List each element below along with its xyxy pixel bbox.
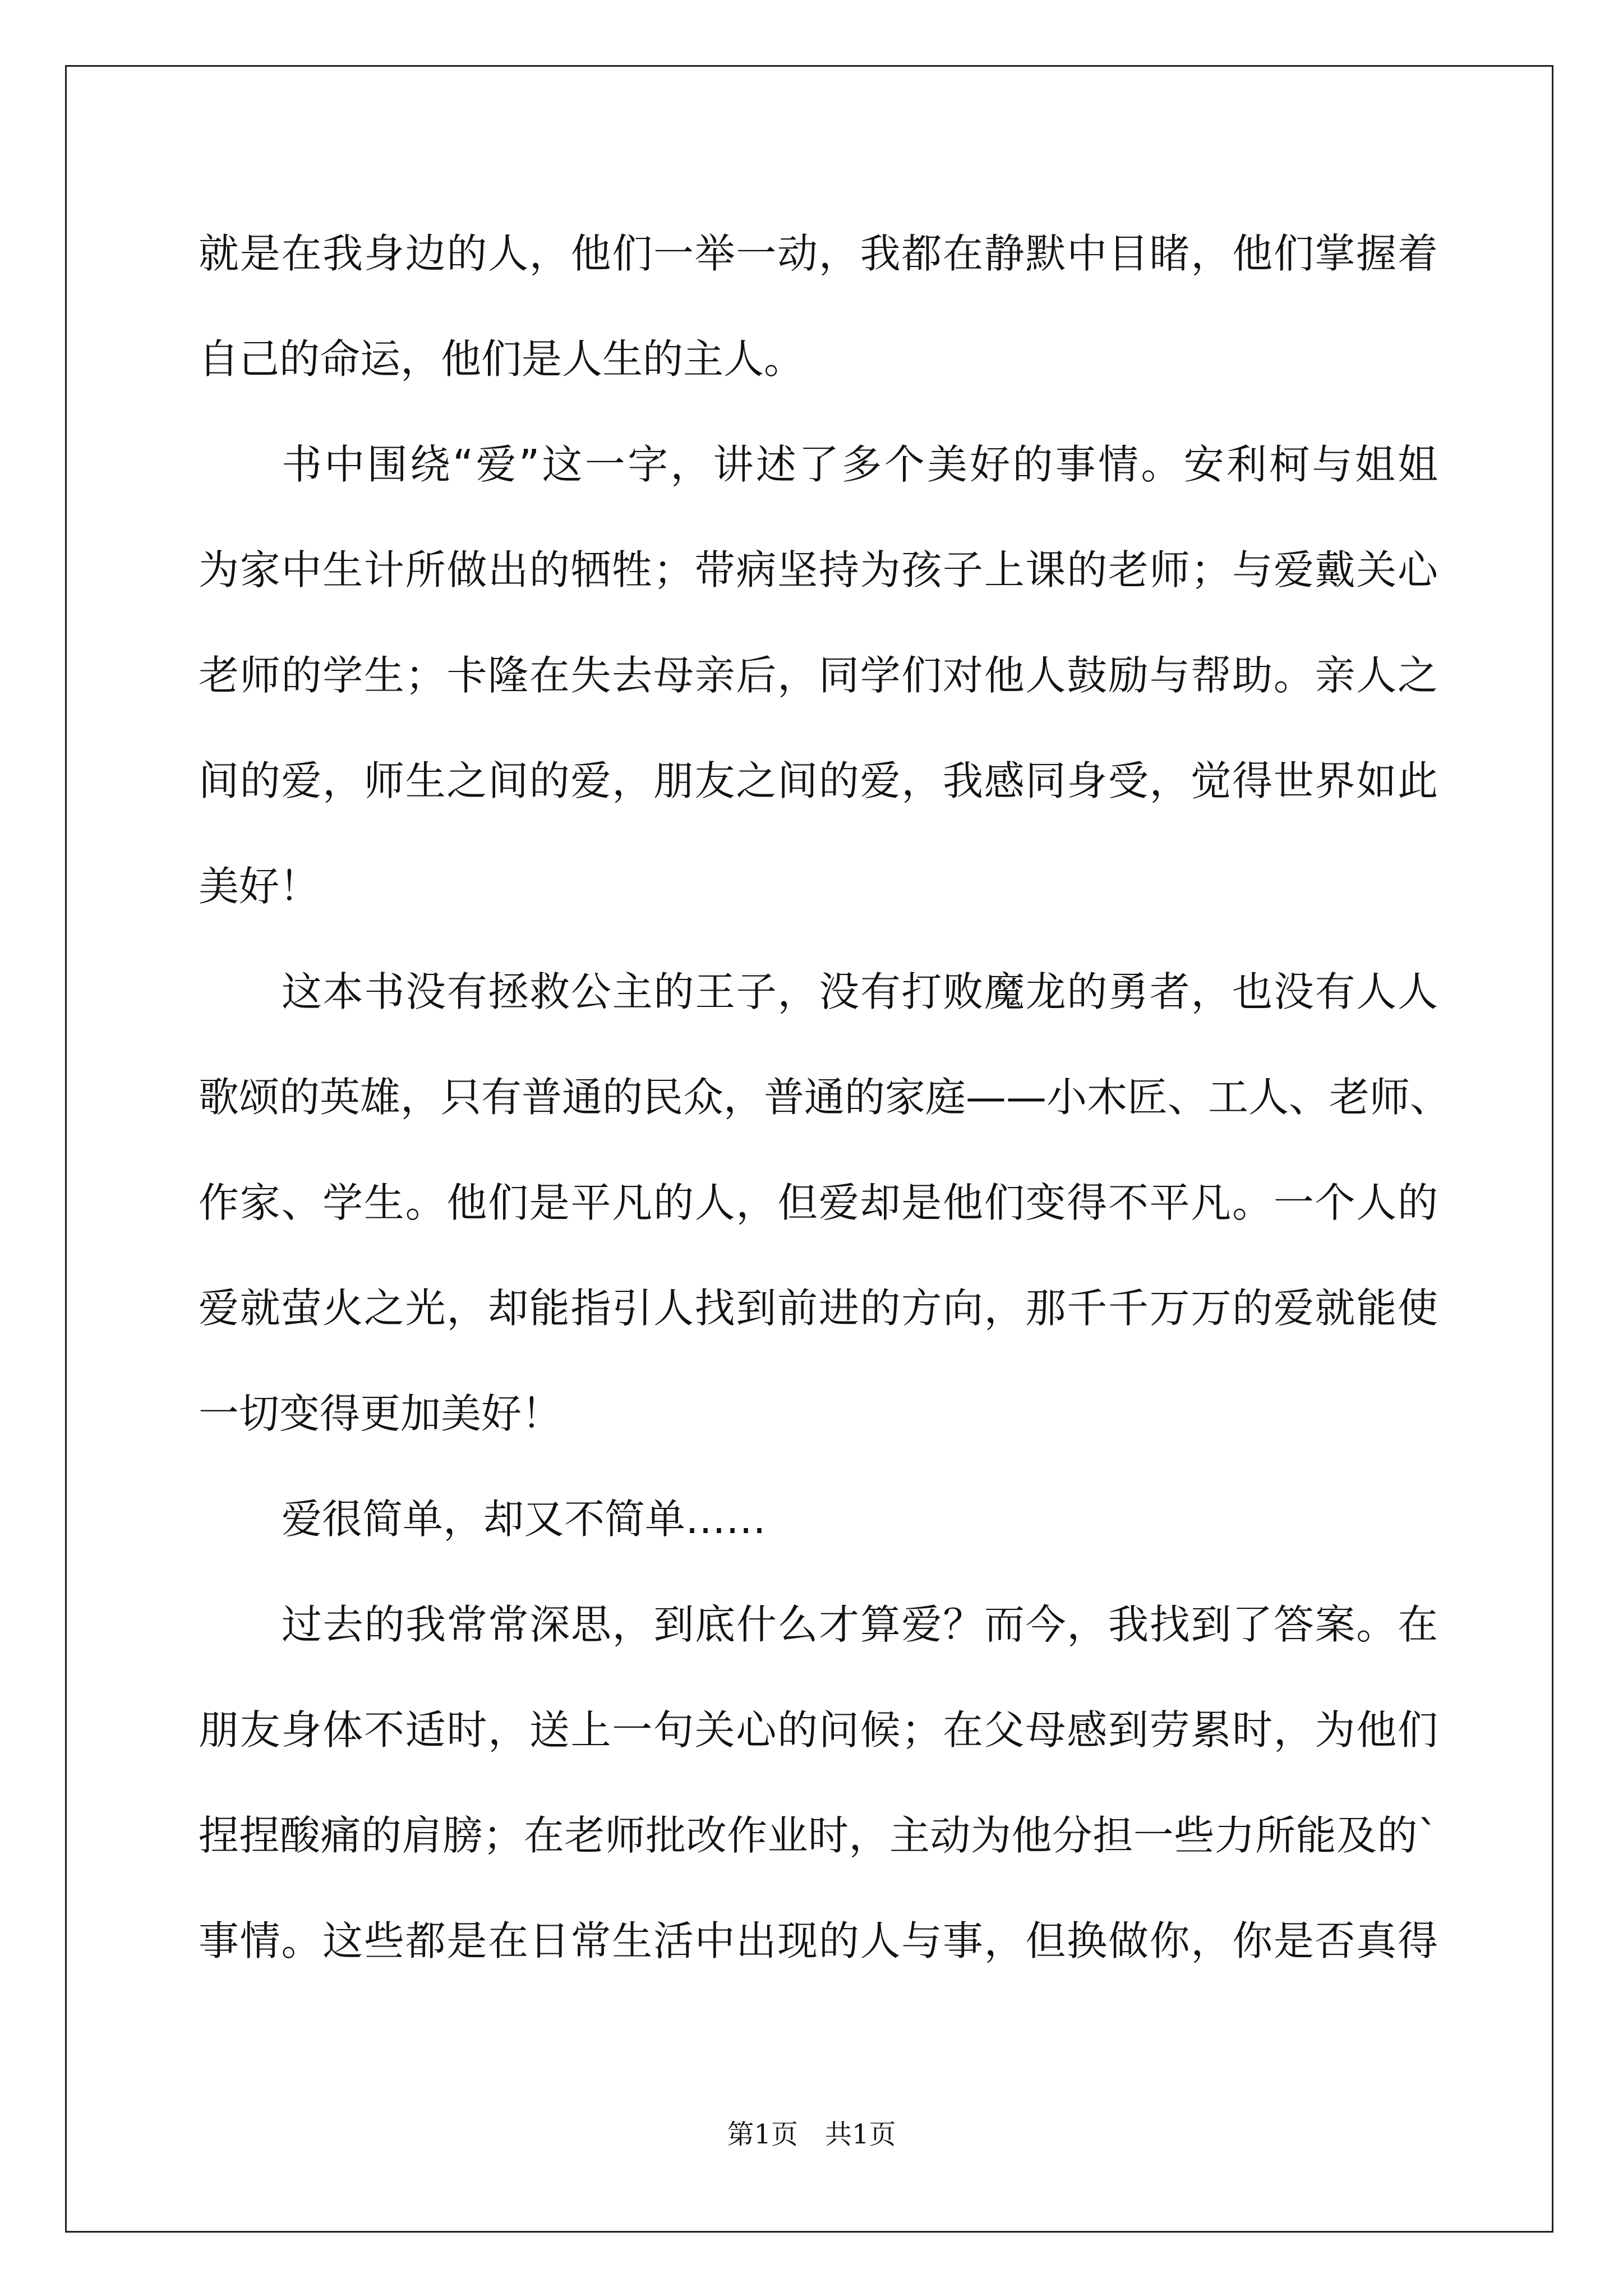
text-line: 美好！ [199, 863, 320, 910]
page-footer [0, 2118, 1623, 2151]
paragraph-start-line: 爱很简单，却又不简单…… [282, 1496, 767, 1543]
text-line: 朋友身体不适时，送上一句关心的问候；在父母感到劳累时，为他们 [199, 1706, 1438, 1754]
paragraph-start-line: 过去的我常常深思，到底什么才算爱？而今，我找到了答案。在 [282, 1601, 1438, 1648]
text-line: 间的爱，师生之间的爱，朋友之间的爱，我感同身受，觉得世界如此 [199, 757, 1438, 804]
paragraph-start-line: 书中围绕“爱”这一字，讲述了多个美好的事情。安利柯与姐姐 [282, 441, 1438, 488]
text-line: 就是在我身边的人，他们一举一动，我都在静默中目睹，他们掌握着 [199, 230, 1438, 277]
text-line: 作家、学生。他们是平凡的人，但爱却是他们变得不平凡。一个人的 [199, 1179, 1438, 1226]
text-line: 自己的命运，他们是人生的主人。 [199, 335, 805, 383]
text-line: 为家中生计所做出的牺牲；带病坚持为孩子上课的老师；与爱戴关心 [199, 546, 1438, 593]
text-line: 捏捏酸痛的肩膀；在老师批改作业时，主动为他分担一些力所能及的` [199, 1812, 1438, 1859]
text-line: 爱就萤火之光，却能指引人找到前进的方向，那千千万万的爱就能使 [199, 1285, 1438, 1332]
text-line: 歌颂的英雄，只有普通的民众，普通的家庭——小木匠、工人、老师、 [199, 1074, 1451, 1121]
page-number: 第1页 [727, 2119, 798, 2150]
page-total: 共1页 [825, 2119, 896, 2150]
paragraph-start-line: 这本书没有拯救公主的王子，没有打败魔龙的勇者，也没有人人 [282, 968, 1438, 1015]
text-line: 一切变得更加美好！ [199, 1390, 562, 1437]
text-line: 老师的学生；卡隆在失去母亲后，同学们对他人鼓励与帮助。亲人之 [199, 652, 1438, 699]
text-line: 事情。这些都是在日常生活中出现的人与事，但换做你，你是否真得 [199, 1917, 1438, 1964]
